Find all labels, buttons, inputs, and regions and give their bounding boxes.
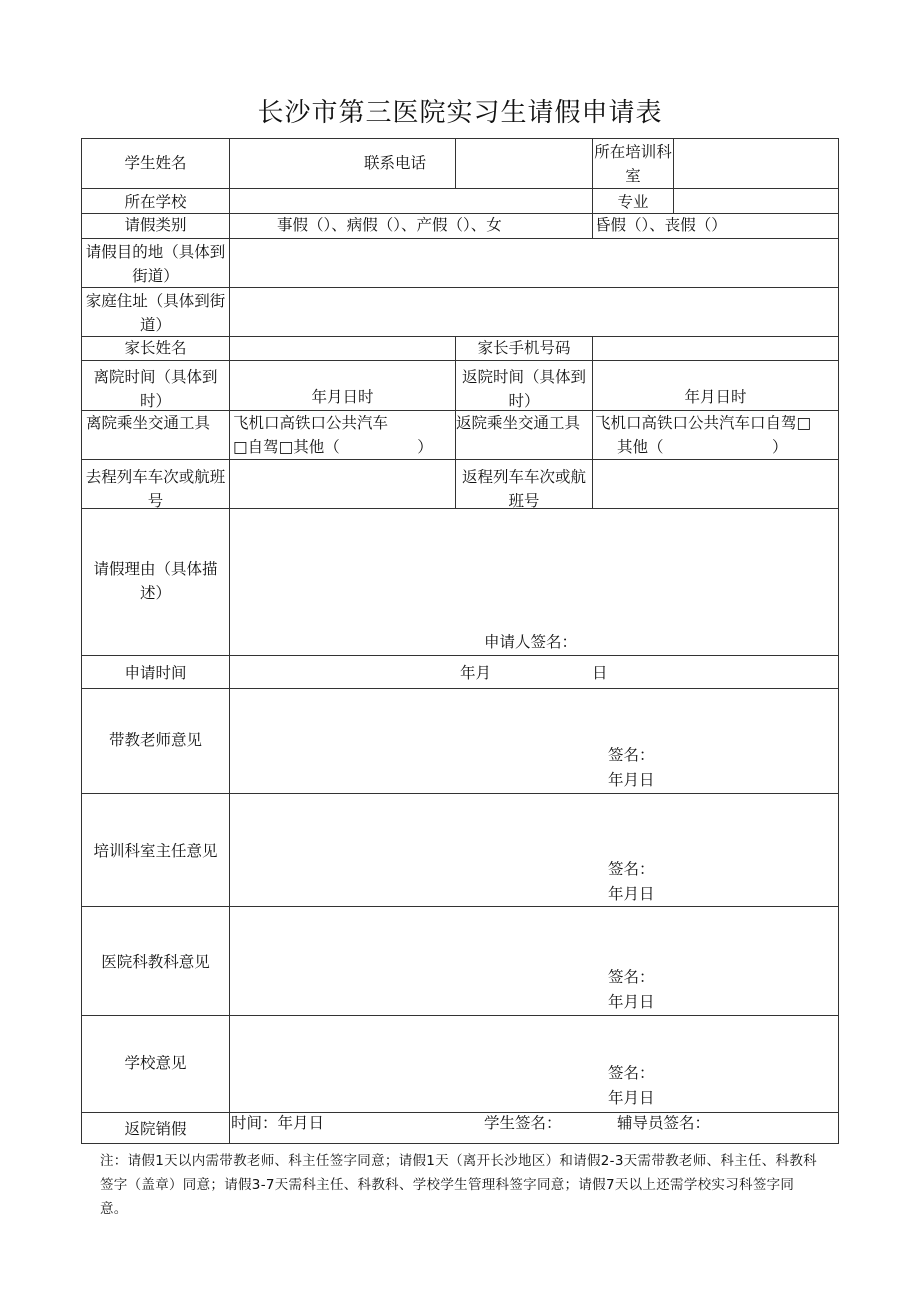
apply-time-ym: 年月 [460,664,492,682]
reason-label: 请假理由（具体描述） [93,560,218,602]
apply-time-d: 日 [592,664,608,682]
parent-name-label: 家长姓名 [124,339,187,357]
leave-application-form [81,138,839,1144]
parent-phone-label: 家长手机号码 [477,339,571,357]
dept-director-sign: 签名： [608,860,655,878]
applicant-sign: 申请人签名： [484,633,578,651]
hospital-edu-opinion-label: 医院科教科意见 [101,953,210,971]
contact-phone-label: 联系电话 [364,154,427,172]
major-label: 专业 [617,193,649,211]
school-opinion-label: 学校意见 [124,1054,187,1072]
return-train-label: 返程列车车次或航班号 [461,468,586,508]
depart-time-label: 离院时间（具体到时） [93,368,218,409]
leave-type-options-a: 事假（）、病假（）、产假（）、女 [277,216,502,234]
depart-transport-line1: 飞机口高铁口公共汽车 [233,414,389,432]
page-title: 长沙市第三医院实习生请假申请表 [257,98,663,128]
leave-type-options-b: 昏假（）、丧假（） [595,216,727,234]
return-time-value: 年月日时 [684,388,747,406]
hospital-edu-sign: 签名： [608,968,655,986]
return-transport-line2: 其他（ ） [617,438,788,456]
school-label: 所在学校 [124,193,187,211]
dept-director-sign-date: 年月日 [608,885,655,903]
counselor-sign: 辅导员签名： [617,1114,711,1132]
return-transport-label: 返院乘坐交通工具 [456,414,581,432]
training-dept-label: 所在培训科室 [594,143,672,185]
depart-transport-line2: □自驾□其他（ ） [233,438,433,456]
apply-time-label: 申请时间 [124,664,187,682]
student-sign: 学生签名： [484,1114,562,1132]
destination-label: 请假目的地（具体到街道） [85,243,226,285]
return-time-label: 返院时间（具体到时） [461,368,586,409]
footnote: 注：请假1天以内需带教老师、科主任签字同意；请假1天（离开长沙地区）和请假2-3天需带教老师、科主任、科教科签字（盖章）同意；请假3-7天需科主任、科教科、学校学生管理科签字同意；请假7天以上还需学校实习科签字同意。 [100,1153,817,1217]
school-sign: 签名： [608,1064,655,1082]
student-name-label: 学生姓名 [124,154,187,172]
leave-type-label: 请假类别 [124,216,187,234]
depart-transport-label: 离院乘坐交通工具 [86,414,211,432]
depart-time-value: 年月日时 [311,388,374,406]
return-transport-line1: 飞机口高铁口公共汽车口自驾□ [595,414,812,432]
teacher-sign: 签名： [608,746,655,764]
outbound-train-label: 去程列车车次或航班号 [85,468,226,508]
teacher-opinion-label: 带教老师意见 [108,731,202,749]
dept-director-opinion-label: 培训科室主任意见 [93,842,218,860]
teacher-sign-date: 年月日 [608,771,655,789]
school-sign-date: 年月日 [608,1089,655,1107]
cancel-time: 时间：年月日 [231,1114,325,1132]
hospital-edu-sign-date: 年月日 [608,993,655,1011]
home-address-label: 家庭住址（具体到街道） [85,292,226,334]
return-cancel-label: 返院销假 [124,1120,187,1138]
